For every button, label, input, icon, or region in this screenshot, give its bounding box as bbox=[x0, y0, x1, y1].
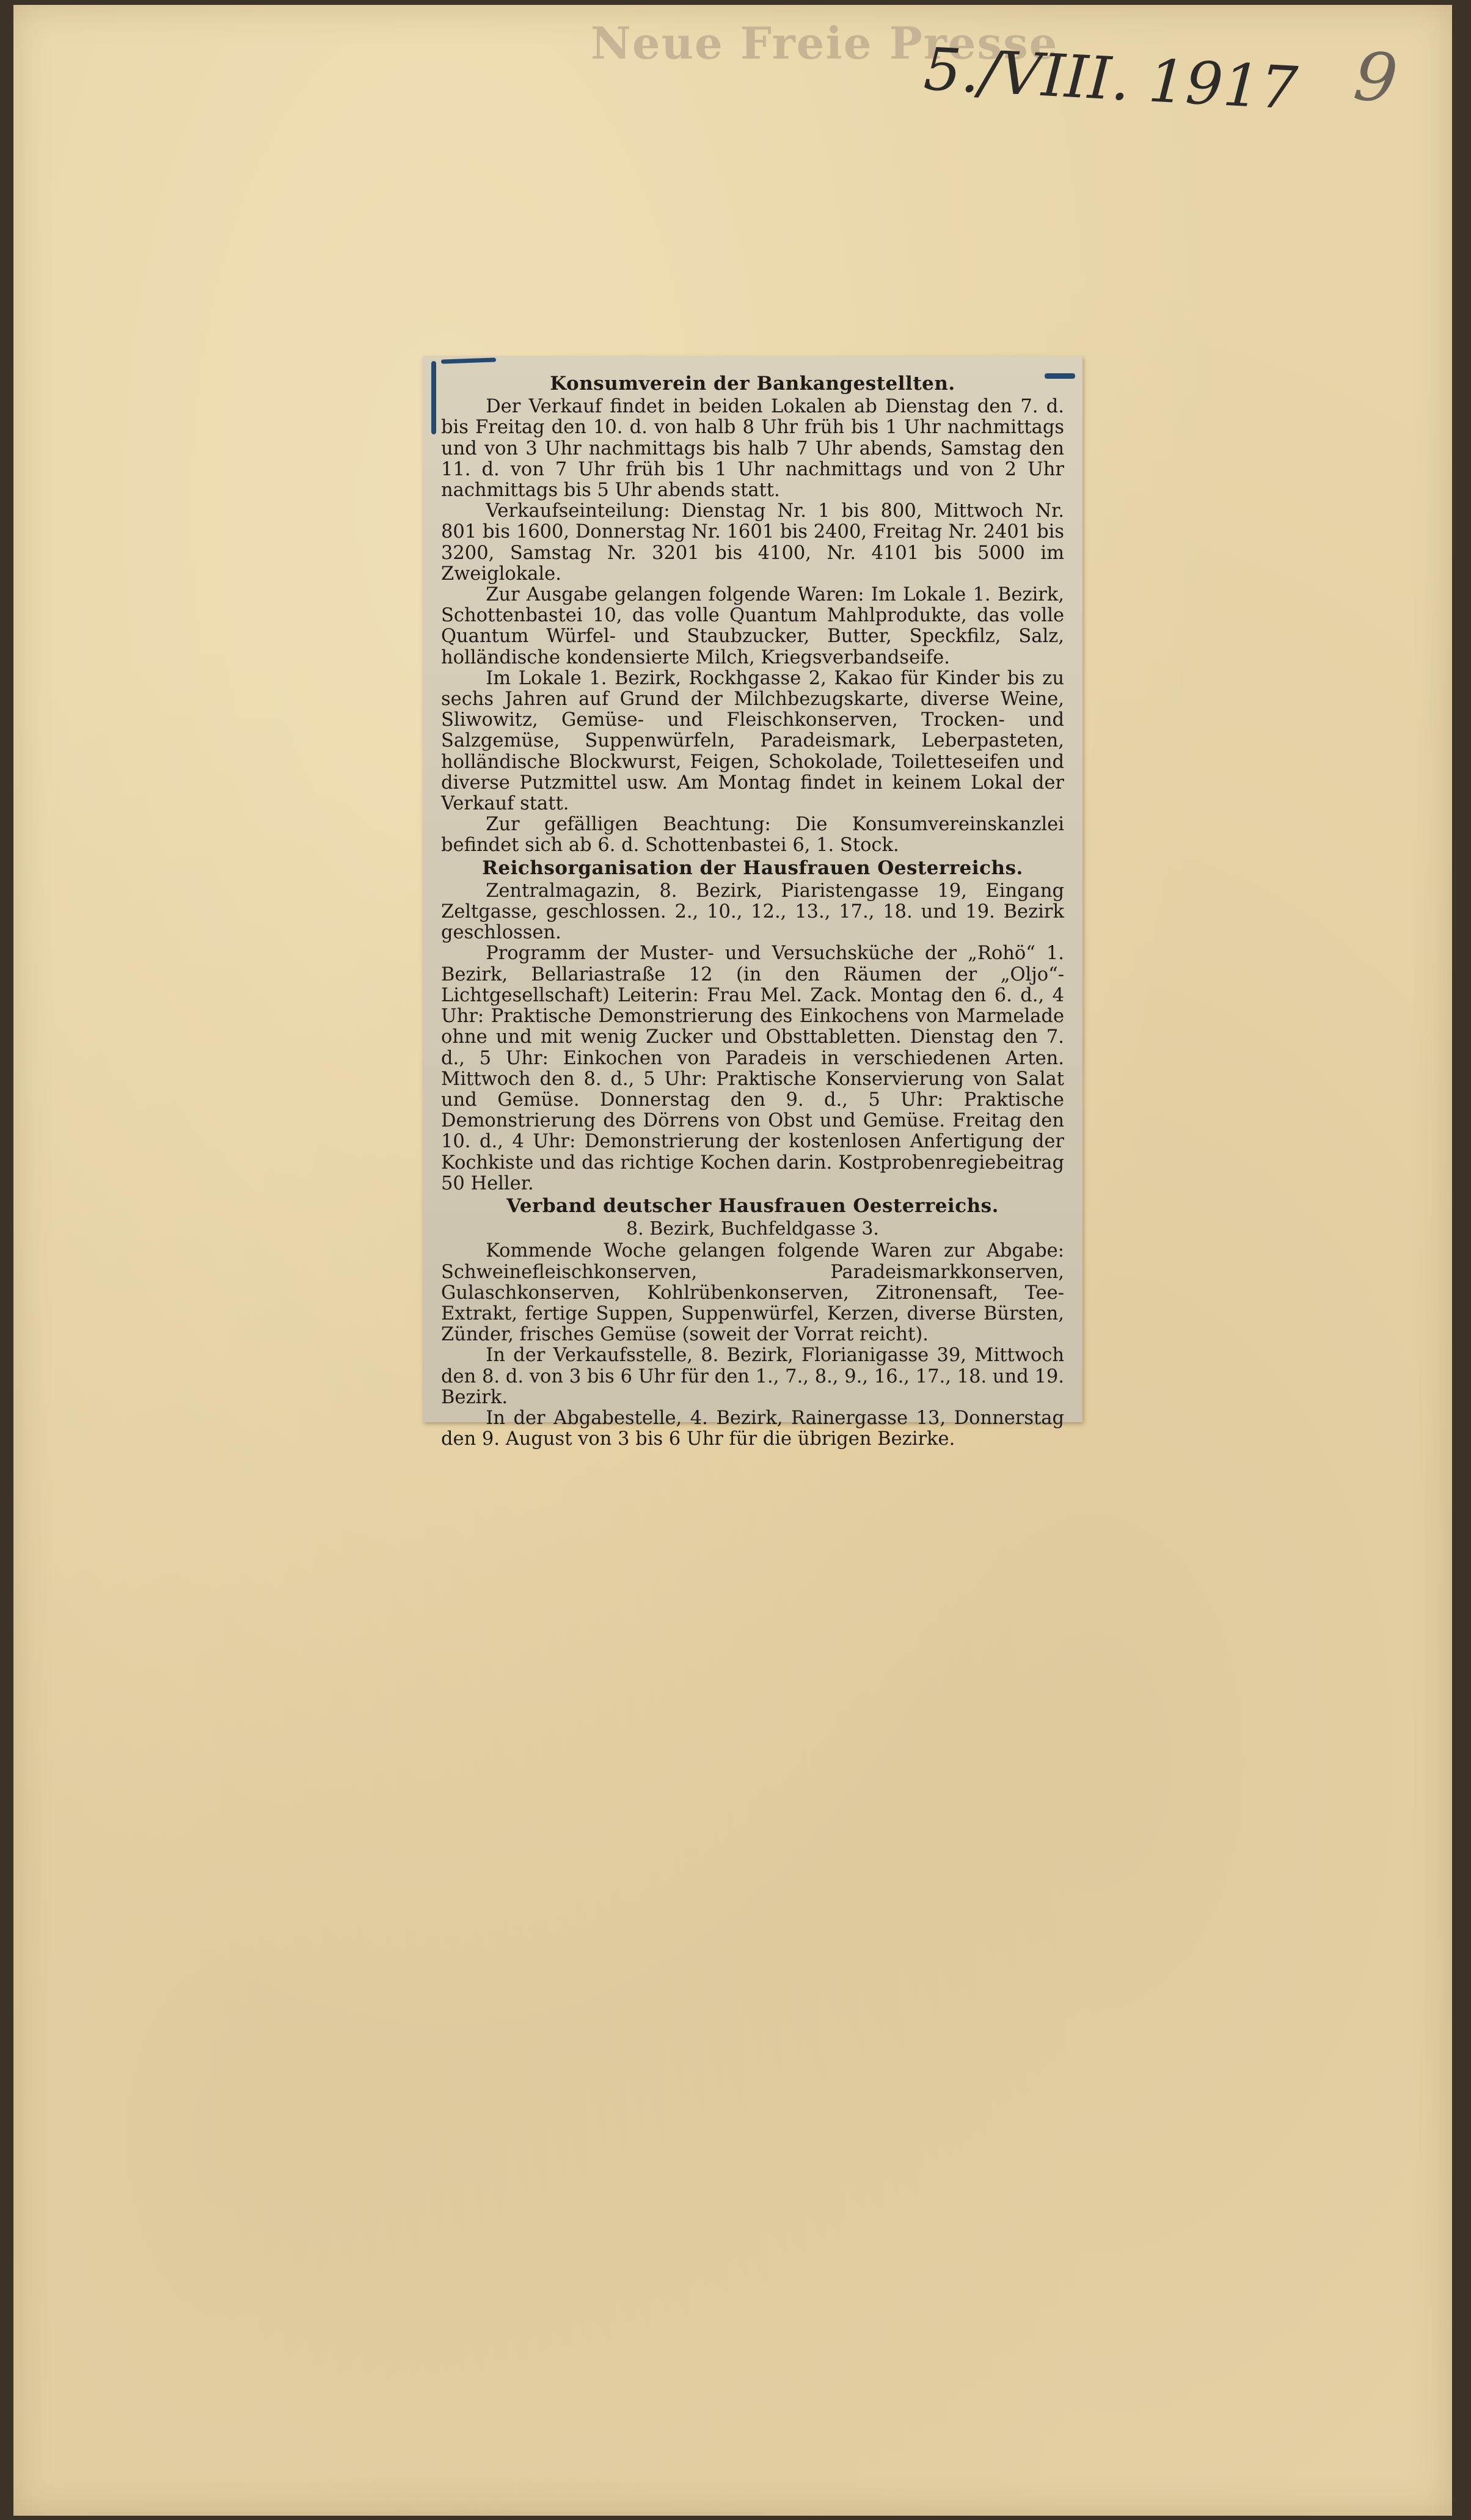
blue-pencil-mark bbox=[1045, 373, 1075, 379]
blue-pencil-mark bbox=[441, 357, 496, 363]
paragraph: In der Verkaufsstelle, 8. Bezirk, Florianigasse 39, Mittwoch den 8. d. von 3 bis 6 Uhr für den 1., 7., 8., 9., 16., 17., 18. und 19. Bezirk. bbox=[441, 1345, 1064, 1408]
paragraph: Im Lokale 1. Bezirk, Rockhgasse 2, Kakao für Kinder bis zu sechs Jahren auf Grund der Milchbezugskarte, diverse Weine, Sliwowitz, Gemüse- und Fleischkonserven, Trocken- und Salzgemüse, Suppenwürfeln, Paradeismark, Leberpasteten, holländische Blockwurst, Feigen, Schokolade, Toiletteseifen und diverse Putzmittel usw. Am Montag findet in keinem Lokal der Verkauf statt. bbox=[441, 667, 1064, 815]
page-number: 9 bbox=[1350, 36, 1401, 119]
notice-section bbox=[441, 858, 1064, 1194]
paragraph: In der Abgabestelle, 4. Bezirk, Rainergasse 13, Donnerstag den 9. August von 3 bis 6 Uhr für die übrigen Bezirke. bbox=[441, 1407, 1064, 1450]
paragraph: Kommende Woche gelangen folgende Waren zur Abgabe: Schweinefleischkonserven, Paradeismarkkonserven, Gulaschkonserven, Kohlrübenkonserven, Zitronensaft, Tee-Extrakt, fertige Suppen, Suppenwürfel, Kerzen, diverse Bürsten, Zünder, frisches Gemüse (soweit der Vorrat reicht). bbox=[441, 1240, 1064, 1346]
paragraph: Verkaufseinteilung: Dienstag Nr. 1 bis 800, Mittwoch Nr. 801 bis 1600, Donnerstag Nr. 1601 bis 2400, Freitag Nr. 2401 bis 3200, Samstag Nr. 3201 bis 4100, Nr. 4101 bis 5000 im Zweiglokale. bbox=[441, 500, 1064, 585]
notice-section bbox=[441, 1196, 1064, 1450]
paragraph: Zur Ausgabe gelangen folgende Waren: Im Lokale 1. Bezirk, Schottenbastei 10, das volle Quantum Mahlprodukte, das volle Quantum Würfel- und Staubzucker, Butter, Speckfilz, Salz, holländische kondensierte Milch, Kriegsverbandseife. bbox=[441, 584, 1064, 668]
notice-section bbox=[441, 373, 1064, 856]
archive-sheet bbox=[13, 5, 1452, 2516]
newspaper-clipping bbox=[423, 356, 1082, 1450]
section-title: Konsumverein der Bankangestellten. bbox=[550, 373, 955, 395]
section-title: Verband deutscher Hausfrauen Oesterreichs. bbox=[506, 1194, 999, 1217]
handwritten-date: 5./VIII. 1917 bbox=[922, 35, 1299, 123]
paragraph: Zentralmagazin, 8. Bezirk, Piaristengasse 19, Eingang Zeltgasse, geschlossen. 2., 10., 12., 13., 17., 18. und 19. Bezirk geschlossen. bbox=[441, 880, 1064, 944]
publication-stamp: Neue Freie Presse bbox=[591, 17, 1059, 69]
blue-pencil-mark bbox=[431, 361, 436, 434]
section-address: 8. Bezirk, Buchfeldgasse 3. bbox=[626, 1218, 879, 1240]
paragraph: Zur gefälligen Beachtung: Die Konsumvereinskanzlei befindet sich ab 6. d. Schottenbastei 6, 1. Stock. bbox=[441, 814, 1064, 856]
paragraph: Der Verkauf findet in beiden Lokalen ab Dienstag den 7. d. bis Freitag den 10. d. von halb 8 Uhr früh bis 1 Uhr nachmittags und von 3 Uhr nachmittags bis halb 7 Uhr abends, Samstag den 11. d. von 7 Uhr früh bis 1 Uhr nachmittags und von 2 Uhr nachmittags bis 5 Uhr abends statt. bbox=[441, 396, 1064, 502]
section-title: Reichsorganisation der Hausfrauen Oesterreichs. bbox=[482, 856, 1023, 879]
paragraph: Programm der Muster- und Versuchsküche der „Rohö“ 1. Bezirk, Bellariastraße 12 (in den Räumen der „Oljo“-Lichtgesellschaft) Leiterin: Frau Mel. Zack. Montag den 6. d., 4 Uhr: Praktische Demonstrierung des Einkochens von Marmelade ohne und mit wenig Zucker und Obsttabletten. Dienstag den 7. d., 5 Uhr: Einkochen von Paradeis in verschiedenen Arten. Mittwoch den 8. d., 5 Uhr: Praktische Konservierung von Salat und Gemüse. Donnerstag den 9. d., 5 Uhr: Praktische Demonstrierung des Dörrens von Obst und Gemüse. Freitag den 10. d., 4 Uhr: Demonstrierung der kostenlosen Anfertigung der Kochkiste und das richtige Kochen darin. Kostprobenregiebeitrag 50 Heller. bbox=[441, 943, 1064, 1194]
